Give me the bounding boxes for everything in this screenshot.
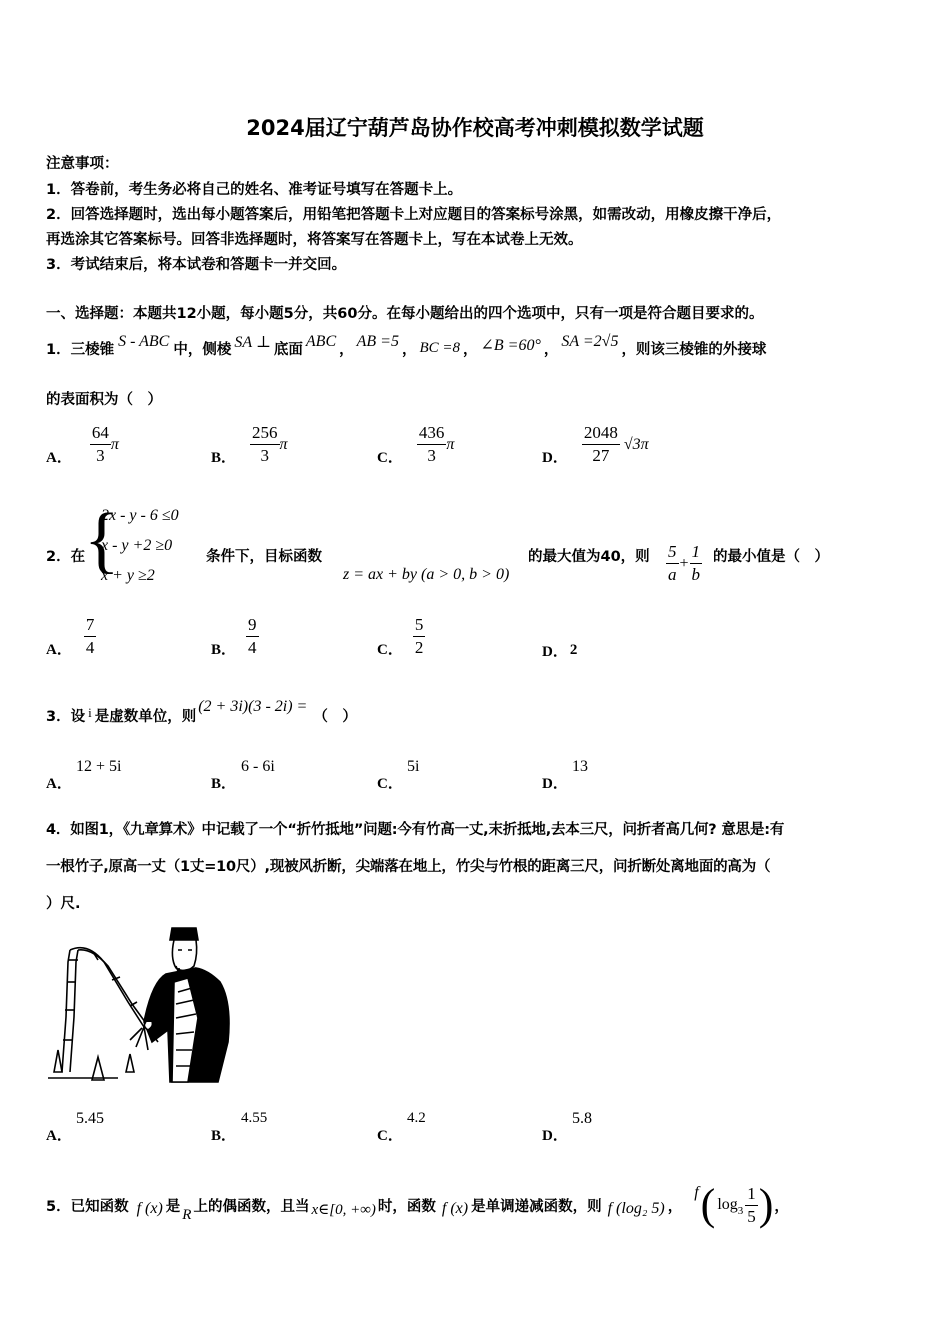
paren-close: ) — [758, 1180, 774, 1229]
math-objective: z = ax + by (a > 0, b > 0) — [343, 566, 510, 583]
fraction-denominator: 4 — [85, 638, 95, 657]
math-fx: f (x) — [136, 1200, 163, 1217]
math-log: log — [717, 1196, 738, 1213]
math-expression: (2 + 3i)(3 - 2i) = — [198, 698, 308, 715]
text: 条件下，目标函数 — [206, 549, 322, 565]
option-b[interactable] — [211, 614, 259, 659]
option-value: 13 — [572, 758, 588, 775]
notice-heading: 注意事项： — [46, 156, 119, 172]
math-pi: π — [279, 435, 288, 453]
question-number: 3．设 — [46, 708, 86, 725]
math-pi: π — [446, 435, 455, 453]
math-base: ABC — [305, 333, 337, 350]
text: ，则该三棱锥的外接球 — [621, 341, 767, 358]
fraction-denominator: 3 — [427, 446, 436, 465]
question-4-line: 4．如图1，《九章算术》中记载了一个“折竹抵地”问题:今有竹高一丈,末折抵地,去本三尺，问折者高几何? 意思是:有 — [46, 822, 785, 838]
option-label: D． — [542, 1128, 568, 1144]
math-sa-value: SA =2√5 — [561, 333, 619, 350]
question-number: 5．已知函数 — [46, 1198, 129, 1215]
comma: ， — [401, 341, 417, 358]
option-label: D． — [542, 644, 568, 660]
constraint-line: 2x - y - 6 ≤0 — [101, 507, 179, 524]
brace-icon: { — [84, 499, 120, 581]
notice-item: 3．考试结束后，将本试卷和答题卡一并交回。 — [46, 257, 347, 273]
option-value: 12 + 5i — [76, 758, 122, 775]
fraction-numerator: 436 — [417, 422, 447, 445]
plus-sign: + — [679, 554, 689, 572]
math-f-log3-fifth — [694, 1180, 774, 1229]
comma: ， — [774, 1198, 789, 1215]
math-fx: f (x) — [441, 1200, 469, 1217]
text: 是单调递减函数，则 — [471, 1198, 602, 1215]
fraction-denominator: b — [691, 565, 701, 584]
page-title: 2024届辽宁葫芦岛协作校高考冲刺模拟数学试题 — [246, 116, 704, 140]
math-sa-perp: SA ⊥ — [234, 334, 271, 351]
option-label: D． — [542, 450, 568, 466]
fraction-numerator: 5 — [666, 541, 679, 564]
option-c[interactable] — [377, 614, 425, 659]
text: 中，侧棱 — [173, 341, 232, 358]
option-value: 4.55 — [241, 1110, 268, 1126]
option-b[interactable] — [211, 422, 288, 467]
text: 是虚数单位，则 — [94, 708, 197, 725]
text: 底面 — [273, 341, 303, 358]
question-3-stem — [46, 700, 357, 730]
constraint-line: x - y +2 ≥0 — [101, 537, 173, 554]
comma: ， — [339, 341, 354, 358]
option-value: 5i — [407, 758, 420, 775]
text: 的最小值是（ ） — [713, 549, 829, 565]
fraction-numerator: 5 — [413, 614, 426, 637]
fraction-numerator: 256 — [250, 422, 280, 445]
math-f-log2-5: f (log₂ 5) — [607, 1200, 665, 1217]
notice-item: 2．回答选择题时，选出每小题答案后，用铅笔把答题卡上对应题目的答案标号涂黑，如需改动，用橡皮擦干净后， — [46, 207, 782, 223]
math-R: R — [182, 1206, 192, 1223]
option-label: C． — [377, 776, 403, 792]
section-heading: 一、选择题：本题共12小题，每小题5分，共60分。在每小题给出的四个选项中，只有一项是符合题目要求的。 — [46, 306, 764, 322]
option-label: A． — [46, 450, 72, 466]
math-domain: x∈[0, +∞) — [311, 1201, 376, 1218]
math-log-base: 3 — [737, 1205, 744, 1217]
option-d[interactable] — [542, 422, 649, 467]
question-1-stem-cont: 的表面积为（ ） — [46, 392, 162, 408]
option-value: 5.45 — [76, 1110, 104, 1127]
constraint-line: x + y ≥2 — [101, 567, 155, 584]
option-label: C． — [377, 1128, 403, 1144]
option-label: C． — [377, 450, 403, 466]
option-label: C． — [377, 642, 403, 658]
notice-item: 1．答卷前，考生务必将自己的姓名、准考证号填写在答题卡上。 — [46, 182, 463, 198]
fraction-denominator: 2 — [414, 638, 424, 657]
fraction-denominator: 4 — [248, 638, 257, 657]
fraction-denominator: 5 — [747, 1206, 756, 1226]
option-a[interactable] — [46, 422, 119, 467]
option-label: D． — [542, 776, 568, 792]
math-f: f — [694, 1184, 699, 1201]
option-value: 4.2 — [407, 1110, 426, 1126]
math-sqrt3-pi: √3π — [623, 435, 649, 453]
question-1-stem — [46, 333, 766, 363]
option-d[interactable] — [542, 640, 577, 661]
math-expression — [666, 541, 702, 586]
fraction-denominator: 3 — [96, 446, 105, 465]
fraction-numerator: 9 — [246, 614, 259, 637]
text: 的最大值为40，则 — [528, 549, 650, 565]
fraction-numerator: 1 — [690, 541, 703, 564]
option-label: A． — [46, 776, 72, 792]
math-pyramid: S - ABC — [118, 333, 170, 350]
math-angle: ∠B =60° — [480, 337, 541, 354]
comma: ， — [543, 341, 559, 358]
math-pi: π — [110, 435, 119, 453]
math-bc: BC =8 — [419, 339, 460, 356]
fraction-numerator: 64 — [90, 422, 111, 445]
option-value: 6 - 6i — [241, 758, 275, 775]
fraction-denominator: 3 — [260, 446, 270, 465]
text: 是 — [165, 1198, 181, 1215]
bamboo-scholar-figure — [48, 922, 234, 1088]
paren-open: ( — [700, 1180, 716, 1229]
comma: ， — [463, 341, 478, 358]
option-value: 5.8 — [572, 1110, 592, 1127]
notice-item: 再选涂其它答案标号。回答非选择题时，将答案写在答题卡上，写在本试卷上无效。 — [46, 232, 583, 248]
option-value: 2 — [569, 642, 578, 658]
fraction-numerator: 1 — [745, 1183, 758, 1206]
fraction-numerator: 7 — [84, 614, 97, 637]
question-5-stem — [46, 1180, 789, 1230]
option-label: A． — [46, 1128, 72, 1144]
fraction-denominator: 27 — [592, 446, 610, 465]
question-number: 2．在 — [46, 549, 86, 565]
option-label: B． — [211, 642, 237, 658]
question-4-line: ）尺. — [46, 896, 81, 912]
fraction-denominator: a — [668, 565, 677, 584]
option-label: B． — [211, 1128, 237, 1144]
option-c[interactable] — [377, 422, 454, 467]
question-4-line: 一根竹子,原高一丈（1丈=10尺）,现被风折断，尖端落在地上，竹尖与竹根的距离三尺，问折断处离地面的高为（ — [46, 859, 771, 875]
math-i: i — [88, 705, 92, 720]
text: 时，函数 — [377, 1198, 436, 1215]
option-label: B． — [211, 450, 237, 466]
math-ab: AB =5 — [356, 333, 399, 350]
option-label: B． — [211, 776, 237, 792]
comma: ， — [667, 1198, 683, 1215]
option-label: A． — [46, 642, 72, 658]
option-a[interactable] — [46, 614, 96, 659]
text: （ ） — [313, 708, 357, 725]
text: 上的偶函数，且当 — [193, 1198, 310, 1215]
question-number: 1．三棱锥 — [46, 341, 115, 358]
fraction-numerator: 2048 — [582, 422, 620, 445]
